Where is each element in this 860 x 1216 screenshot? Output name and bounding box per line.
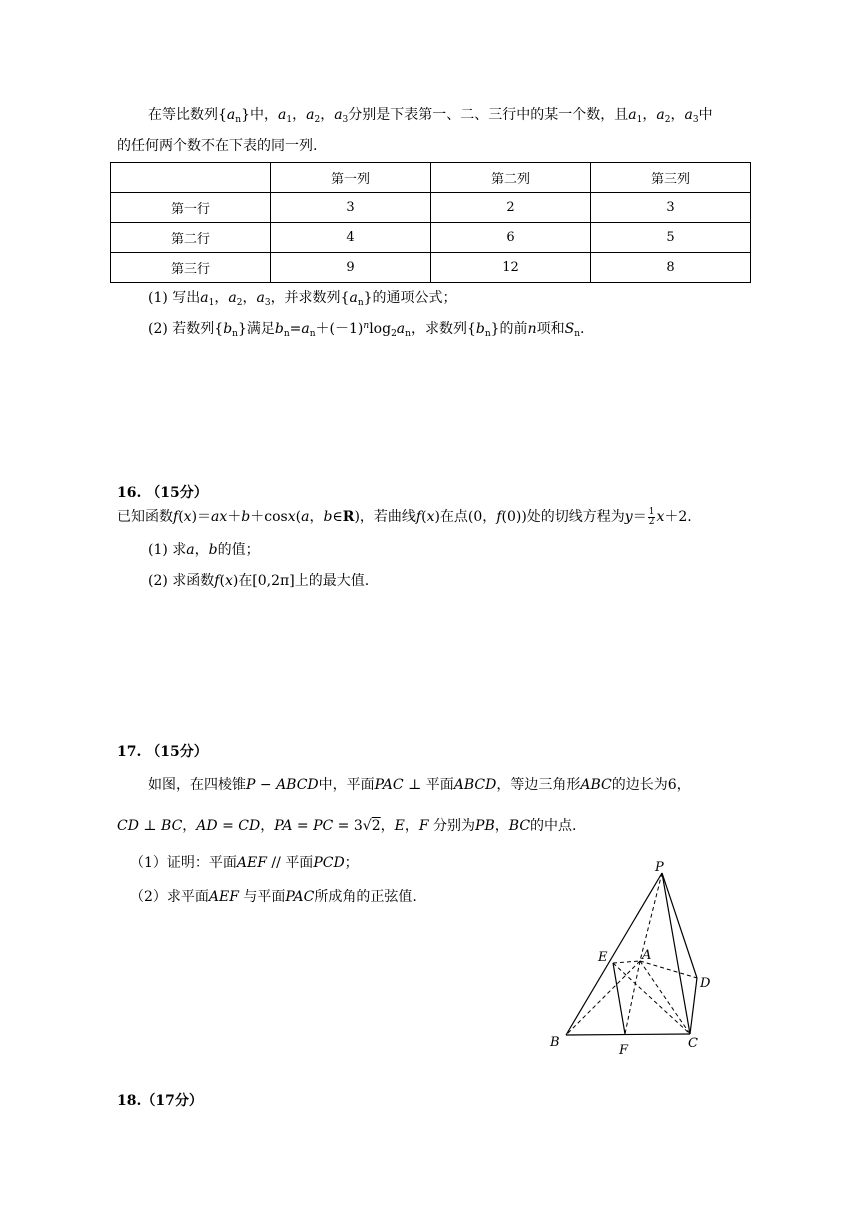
table-cell: 第二行 <box>111 223 271 253</box>
edge-CD <box>690 978 697 1034</box>
p16-heading: 16. （15分） <box>117 485 208 501</box>
table-header-row <box>111 163 751 193</box>
table-row <box>111 193 751 223</box>
p15-question-2: (2) 若数列$\{b_n\}$满足$b_n=a_n+(-1)^n\log_2a_n$，求数列$\{b_n\}$的前n项和$S_n$. <box>148 321 585 339</box>
label-E: E <box>598 950 608 965</box>
edge-PD <box>662 873 697 978</box>
label-F: F <box>619 1043 629 1058</box>
table-header-cell: 第三列 <box>591 163 751 193</box>
table-row <box>111 253 751 283</box>
table-row <box>111 223 751 253</box>
p16-question-2: (2) 求函数f(x)在[0,2π]上的最大值. <box>148 573 370 589</box>
label-C: C <box>688 1036 698 1051</box>
table-cell: 6 <box>431 223 591 253</box>
label-D: D <box>700 976 711 991</box>
table-cell: 2 <box>431 193 591 223</box>
p17-heading: 17. （15分） <box>117 744 208 760</box>
table-cell: 12 <box>431 253 591 283</box>
sqrt-symbol: √ <box>362 818 372 834</box>
edge-EC <box>613 963 690 1034</box>
edge-AC <box>640 961 690 1034</box>
p15-table <box>110 162 751 283</box>
label-A: A <box>642 948 652 963</box>
table-header-cell: 第二列 <box>431 163 591 193</box>
p17-line-1: 如图，在四棱锥P − ABCD中，平面PAC ⊥ 平面ABCD，等边三角形ABC的边长为6， <box>148 777 691 793</box>
edge-AF <box>625 961 640 1034</box>
table-cell: 4 <box>271 223 431 253</box>
p17-question-2: （2）求平面AEF 与平面PAC所成角的正弦值. <box>130 889 417 905</box>
p15-question-1: (1) 写出$a_1$，$a_2$，$a_3$，并求数列$\{a_n\}$的通项公式； <box>148 290 457 308</box>
p15-intro-line2: 的任何两个数不在下表的同一列. <box>117 138 318 154</box>
p18-heading: 18.（17分） <box>117 1093 203 1109</box>
label-B: B <box>550 1035 560 1050</box>
table-cell: 8 <box>591 253 751 283</box>
label-P: P <box>655 860 664 875</box>
table-cell: 第一行 <box>111 193 271 223</box>
edge-PC <box>662 873 690 1034</box>
p16-question-1: (1) 求a，b的值； <box>148 542 260 558</box>
edge-AD <box>640 961 697 978</box>
table-header-cell <box>111 163 271 193</box>
p15-intro-line1: 在等比数列$\{a_n\}$中，$a_1$，$a_2$，$a_3$分别是下表第一、二、三行中的某一个数，且$a_1$，$a_2$，$a_3$中 <box>148 107 713 125</box>
p17-question-1: （1）证明：平面AEF // 平面PCD； <box>130 855 359 871</box>
table-cell: 3 <box>591 193 751 223</box>
edge-EF <box>613 963 625 1034</box>
table-header-cell: 第一列 <box>271 163 431 193</box>
fraction-one-half: $\frac{1}{2}$ <box>648 506 655 527</box>
p16-statement: 已知函数f(x)＝ax＋b＋cosx(a，b∈R)，若曲线f(x)在点(0，f(0))处的切线方程为y＝ $\frac{1}{2}$ x＋2. <box>117 506 692 527</box>
table-cell: 5 <box>591 223 751 253</box>
table-cell: 9 <box>271 253 431 283</box>
edge-AE <box>613 961 640 963</box>
table-cell: 3 <box>271 193 431 223</box>
table-cell: 第三行 <box>111 253 271 283</box>
pyramid-figure <box>545 858 725 1058</box>
edge-BC <box>566 1034 690 1035</box>
p17-line-2: CD ⊥ BC，AD = CD，PA = PC = 3√2，E，F 分别为PB，BC的中点. <box>117 818 577 834</box>
